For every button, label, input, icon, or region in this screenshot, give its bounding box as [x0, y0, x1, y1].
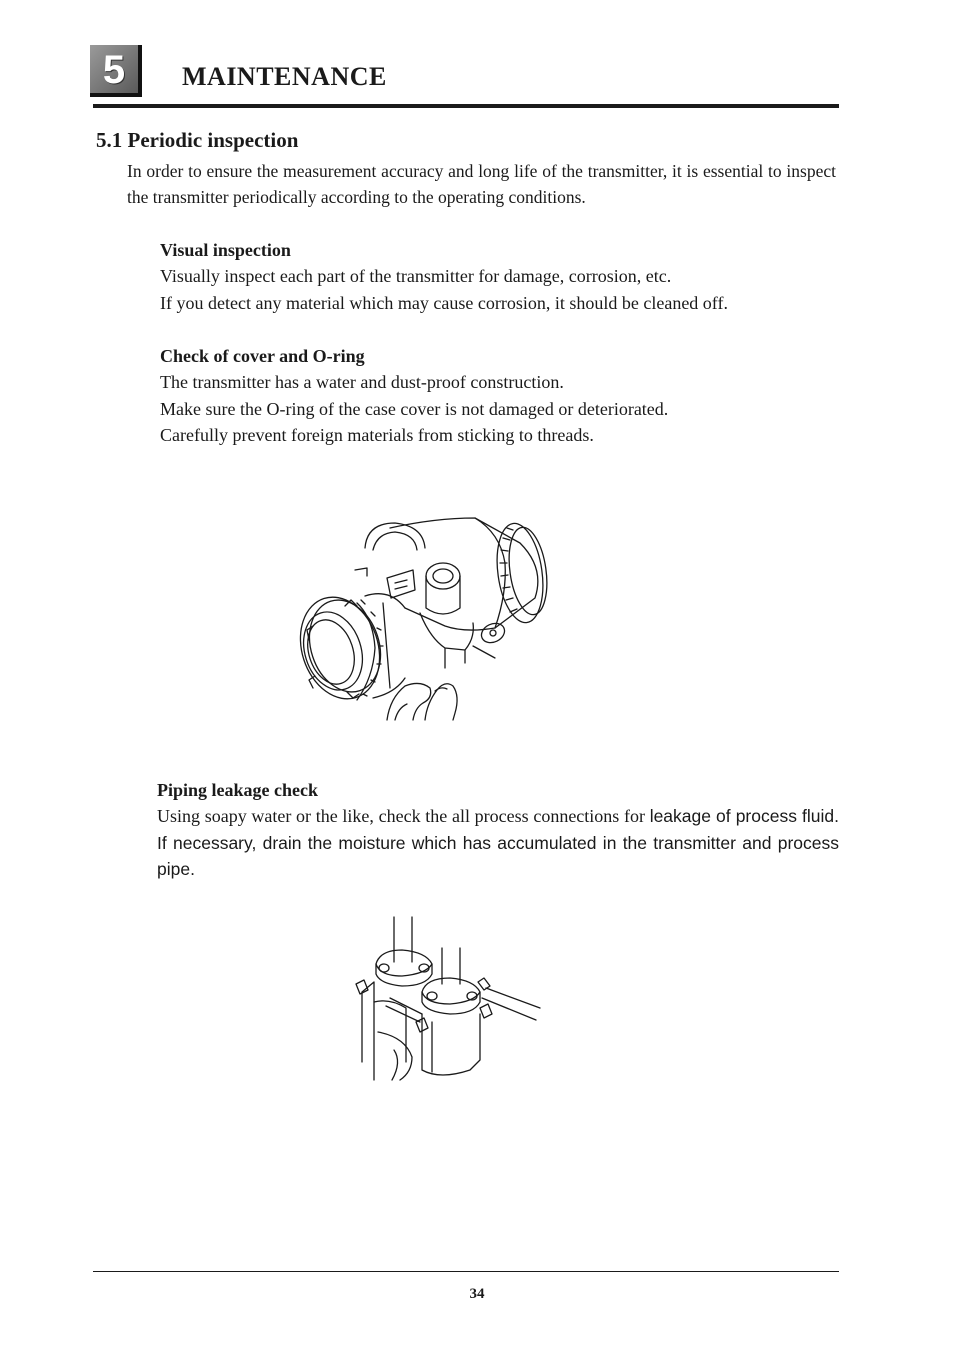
section-title: 5.1 Periodic inspection [96, 128, 299, 152]
chapter-title: MAINTENANCE [182, 62, 387, 91]
visual-inspection-block [160, 237, 840, 316]
chapter-number-badge [90, 45, 142, 97]
chapter-number: 5 [102, 48, 126, 92]
cover-check-heading: Check of cover and O-ring [160, 346, 365, 366]
cover-check-line: Make sure the O-ring of the case cover is not damaged or deteriorated. [160, 398, 669, 419]
header-rule [93, 104, 839, 108]
footer-rule [93, 1271, 839, 1272]
piping-check-block [157, 777, 839, 883]
piping-check-text-serif: Using soapy water or the like, check the all process connections for [157, 806, 650, 826]
cover-check-line: The transmitter has a water and dust-proof construction. [160, 372, 564, 392]
piping-check-text-sans: leakage of process fluid. If necessary, drain the moisture which has accumulated in the transmitter and process pipe. [157, 806, 839, 879]
transmitter-cover-illustration [295, 508, 560, 723]
intro-paragraph: In order to ensure the measurement accuracy and long life of the transmitter, it is essential to inspect the transmitter periodically according to the operating conditions. [127, 161, 836, 207]
cover-check-line: Carefully prevent foreign materials from sticking to threads. [160, 425, 594, 445]
page-number: 34 [469, 1286, 485, 1302]
cover-check-block [160, 343, 840, 449]
visual-inspection-line: If you detect any material which may cause corrosion, it should be cleaned off. [160, 292, 728, 313]
process-connection-illustration [350, 912, 545, 1084]
piping-check-heading: Piping leakage check [157, 780, 318, 800]
piping-check-paragraph [157, 803, 839, 883]
visual-inspection-heading: Visual inspection [160, 240, 291, 260]
visual-inspection-line: Visually inspect each part of the transmitter for damage, corrosion, etc. [160, 266, 672, 286]
